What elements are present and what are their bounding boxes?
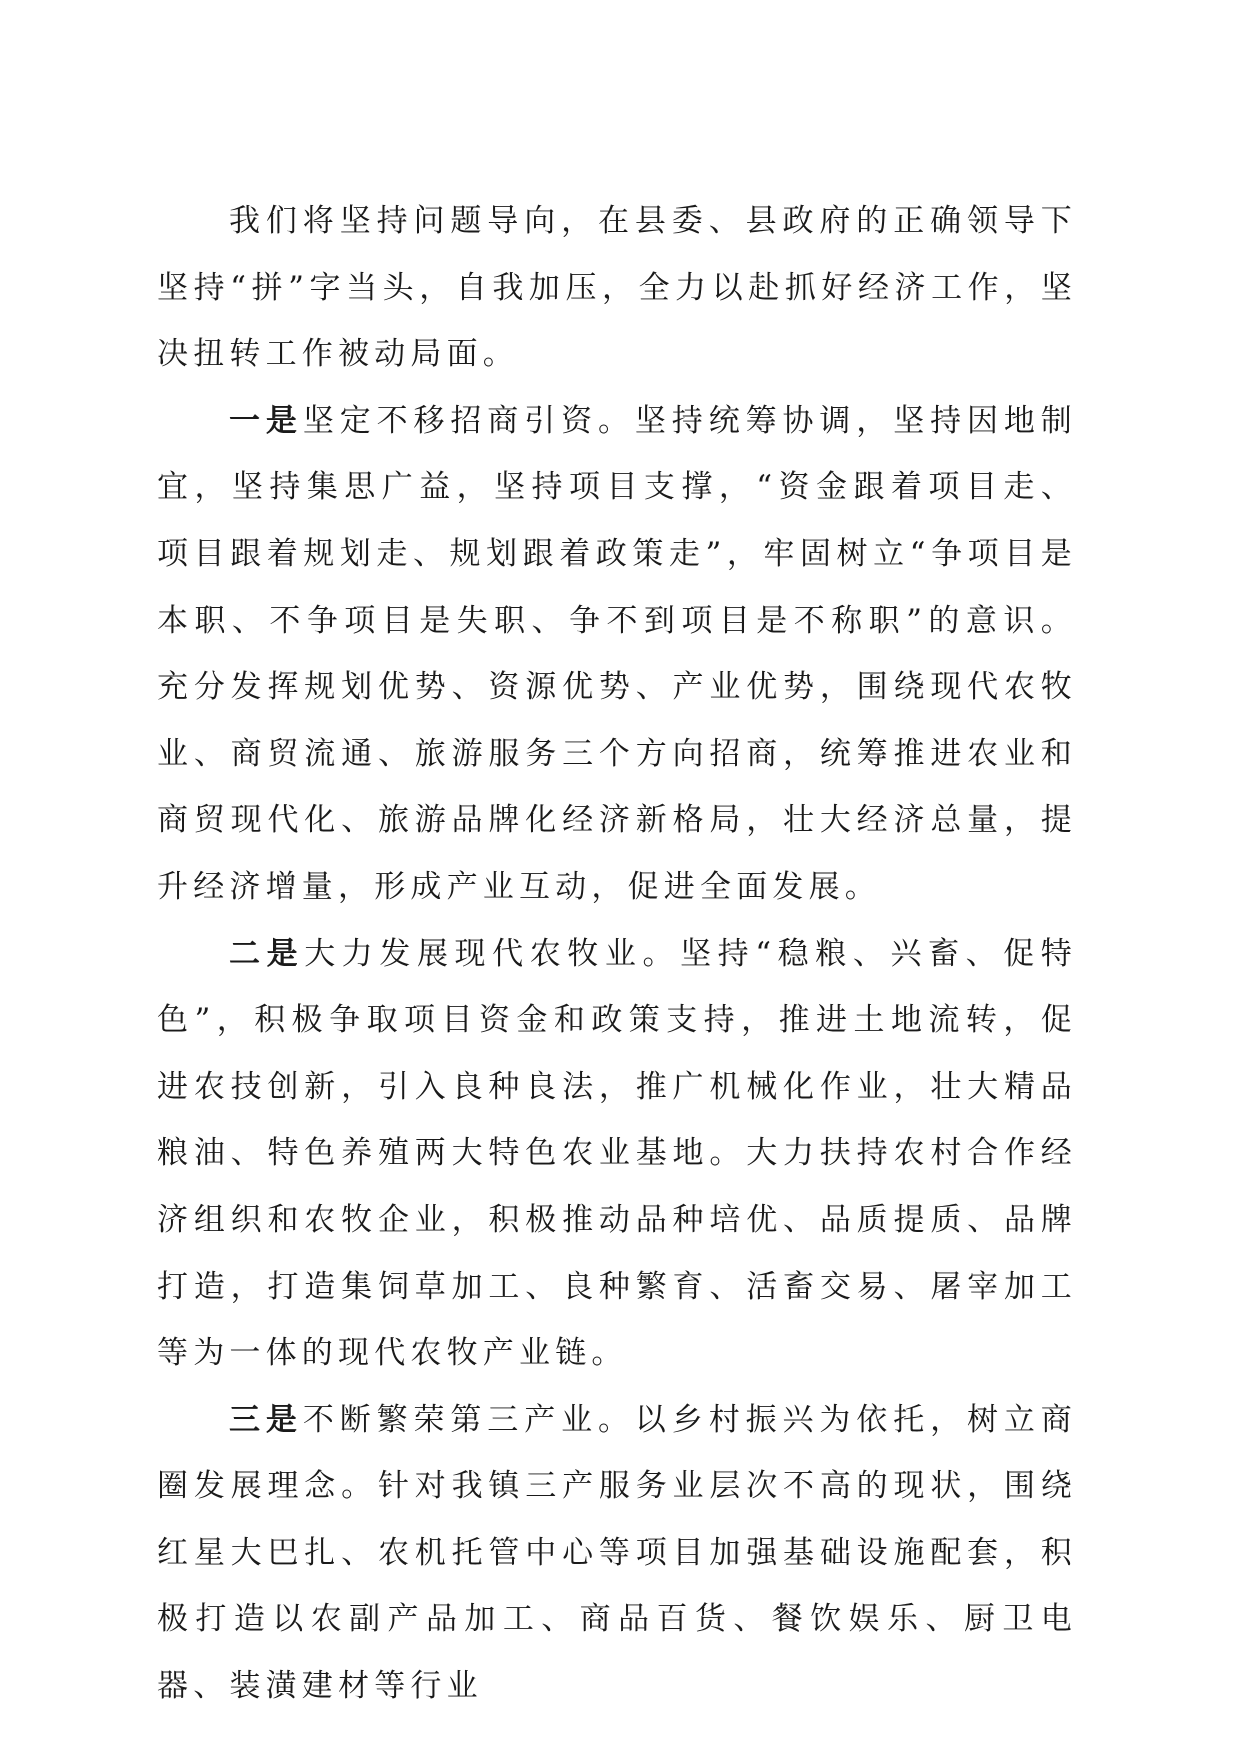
paragraph-lead: 三是 — [229, 1401, 303, 1438]
paragraph-agriculture — [157, 921, 1077, 1387]
paragraph-intro — [157, 188, 1077, 388]
document-body — [157, 188, 1077, 1720]
paragraph-text: 不断繁荣第三产业。以乡村振兴为依托，树立商圈发展理念。针对我镇三产服务业层次不高的现状，围绕红星大巴扎、农机托管中心等项目加强基础设施配套，积极打造以农副产品加工、商品百货、餐饮娱乐、厨卫电器、装潢建材等行业 — [157, 1401, 1078, 1705]
paragraph-text: 大力发展现代农牧业。坚持“稳粮、兴畜、促特色”，积极争取项目资金和政策支持，推进土地流转，促进农技创新，引入良种良法，推广机械化作业，壮大精品粮油、特色养殖两大特色农业基地。大力扶持农村合作经济组织和农牧企业，积极推动品种培优、品质提质、品牌打造，打造集饲草加工、良种繁育、活畜交易、屠宰加工等为一体的现代农牧产业链。 — [157, 935, 1078, 1372]
paragraph-text: 坚定不移招商引资。坚持统筹协调，坚持因地制宜，坚持集思广益，坚持项目支撑，“资金跟着项目走、项目跟着规划走、规划跟着政策走”，牢固树立“争项目是本职、不争项目是失职、争不到项目是不称职”的意识。充分发挥规划优势、资源优势、产业优势，围绕现代农牧业、商贸流通、旅游服务三个方向招商，统筹推进农业和商贸现代化、旅游品牌化经济新格局，壮大经济总量，提升经济增量，形成产业互动，促进全面发展。 — [157, 402, 1078, 905]
paragraph-text: 我们将坚持问题导向，在县委、县政府的正确领导下坚持“拼”字当头，自我加压，全力以赴抓好经济工作，坚决扭转工作被动局面。 — [157, 203, 1077, 373]
paragraph-lead: 一是 — [229, 402, 303, 439]
paragraph-investment — [157, 388, 1077, 921]
paragraph-tertiary-industry — [157, 1387, 1077, 1720]
paragraph-lead: 二是 — [229, 935, 305, 972]
